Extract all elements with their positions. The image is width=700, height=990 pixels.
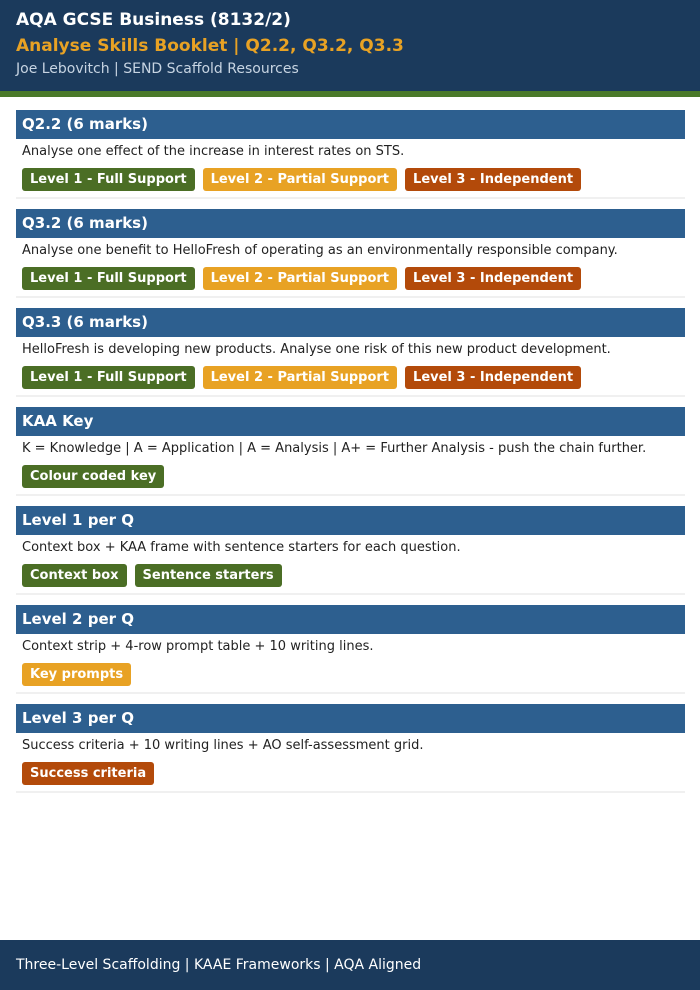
section-card: [16, 605, 685, 694]
section-chip-row: [16, 655, 685, 686]
section-description: Success criteria + 10 writing lines + AO self-assessment grid.: [22, 738, 424, 753]
level-chip-button[interactable]: Level 2 - Partial Support: [203, 267, 397, 290]
section-description: K = Knowledge | A = Application | A = Analysis | A+ = Further Analysis - push the chain further.: [22, 441, 647, 456]
level-chip-button[interactable]: Key prompts: [22, 663, 131, 686]
section-title: KAA Key: [16, 407, 685, 436]
header-divider: [0, 91, 700, 97]
level-chip-button[interactable]: Level 3 - Independent: [405, 168, 581, 191]
section-card: [16, 407, 685, 496]
level-chip-button[interactable]: Level 1 - Full Support: [22, 168, 195, 191]
level-chip-button[interactable]: Level 1 - Full Support: [22, 267, 195, 290]
section-card: [16, 110, 685, 199]
section-list: [16, 110, 685, 803]
section-chip-row: [16, 457, 685, 488]
booklet-title: Analyse Skills Booklet | Q2.2, Q3.2, Q3.3: [16, 36, 404, 56]
section-card: [16, 704, 685, 793]
section-chip-row: [16, 259, 685, 290]
level-chip-button[interactable]: Level 3 - Independent: [405, 267, 581, 290]
level-chip-button[interactable]: Sentence starters: [135, 564, 282, 587]
section-title: Level 1 per Q: [16, 506, 685, 535]
level-chip-button[interactable]: Level 3 - Independent: [405, 366, 581, 389]
section-chip-row: [16, 754, 685, 785]
footer-text: Three-Level Scaffolding | KAAE Frameworks | AQA Aligned: [16, 957, 422, 973]
section-description: Context box + KAA frame with sentence starters for each question.: [22, 540, 461, 555]
section-description: Analyse one effect of the increase in interest rates on STS.: [22, 144, 405, 159]
section-chip-row: [16, 556, 685, 587]
level-chip-button[interactable]: Level 2 - Partial Support: [203, 168, 397, 191]
section-card: [16, 506, 685, 595]
section-chip-row: [16, 358, 685, 389]
level-chip-button[interactable]: Level 1 - Full Support: [22, 366, 195, 389]
author-line: Joe Lebovitch | SEND Scaffold Resources: [16, 61, 299, 77]
section-card: [16, 209, 685, 298]
section-description: Context strip + 4-row prompt table + 10 writing lines.: [22, 639, 374, 654]
section-chip-row: [16, 160, 685, 191]
section-title: Q3.2 (6 marks): [16, 209, 685, 238]
page-header: [0, 0, 700, 91]
section-title: Level 3 per Q: [16, 704, 685, 733]
section-description: Analyse one benefit to HelloFresh of operating as an environmentally responsible company.: [22, 243, 618, 258]
section-card: [16, 308, 685, 397]
section-title: Q2.2 (6 marks): [16, 110, 685, 139]
section-title: Level 2 per Q: [16, 605, 685, 634]
level-chip-button[interactable]: Success criteria: [22, 762, 154, 785]
level-chip-button[interactable]: Context box: [22, 564, 127, 587]
section-title: Q3.3 (6 marks): [16, 308, 685, 337]
page-footer: [0, 940, 700, 990]
level-chip-button[interactable]: Level 2 - Partial Support: [203, 366, 397, 389]
section-description: HelloFresh is developing new products. Analyse one risk of this new product development.: [22, 342, 611, 357]
level-chip-button[interactable]: Colour coded key: [22, 465, 164, 488]
course-title: AQA GCSE Business (8132/2): [16, 10, 291, 30]
